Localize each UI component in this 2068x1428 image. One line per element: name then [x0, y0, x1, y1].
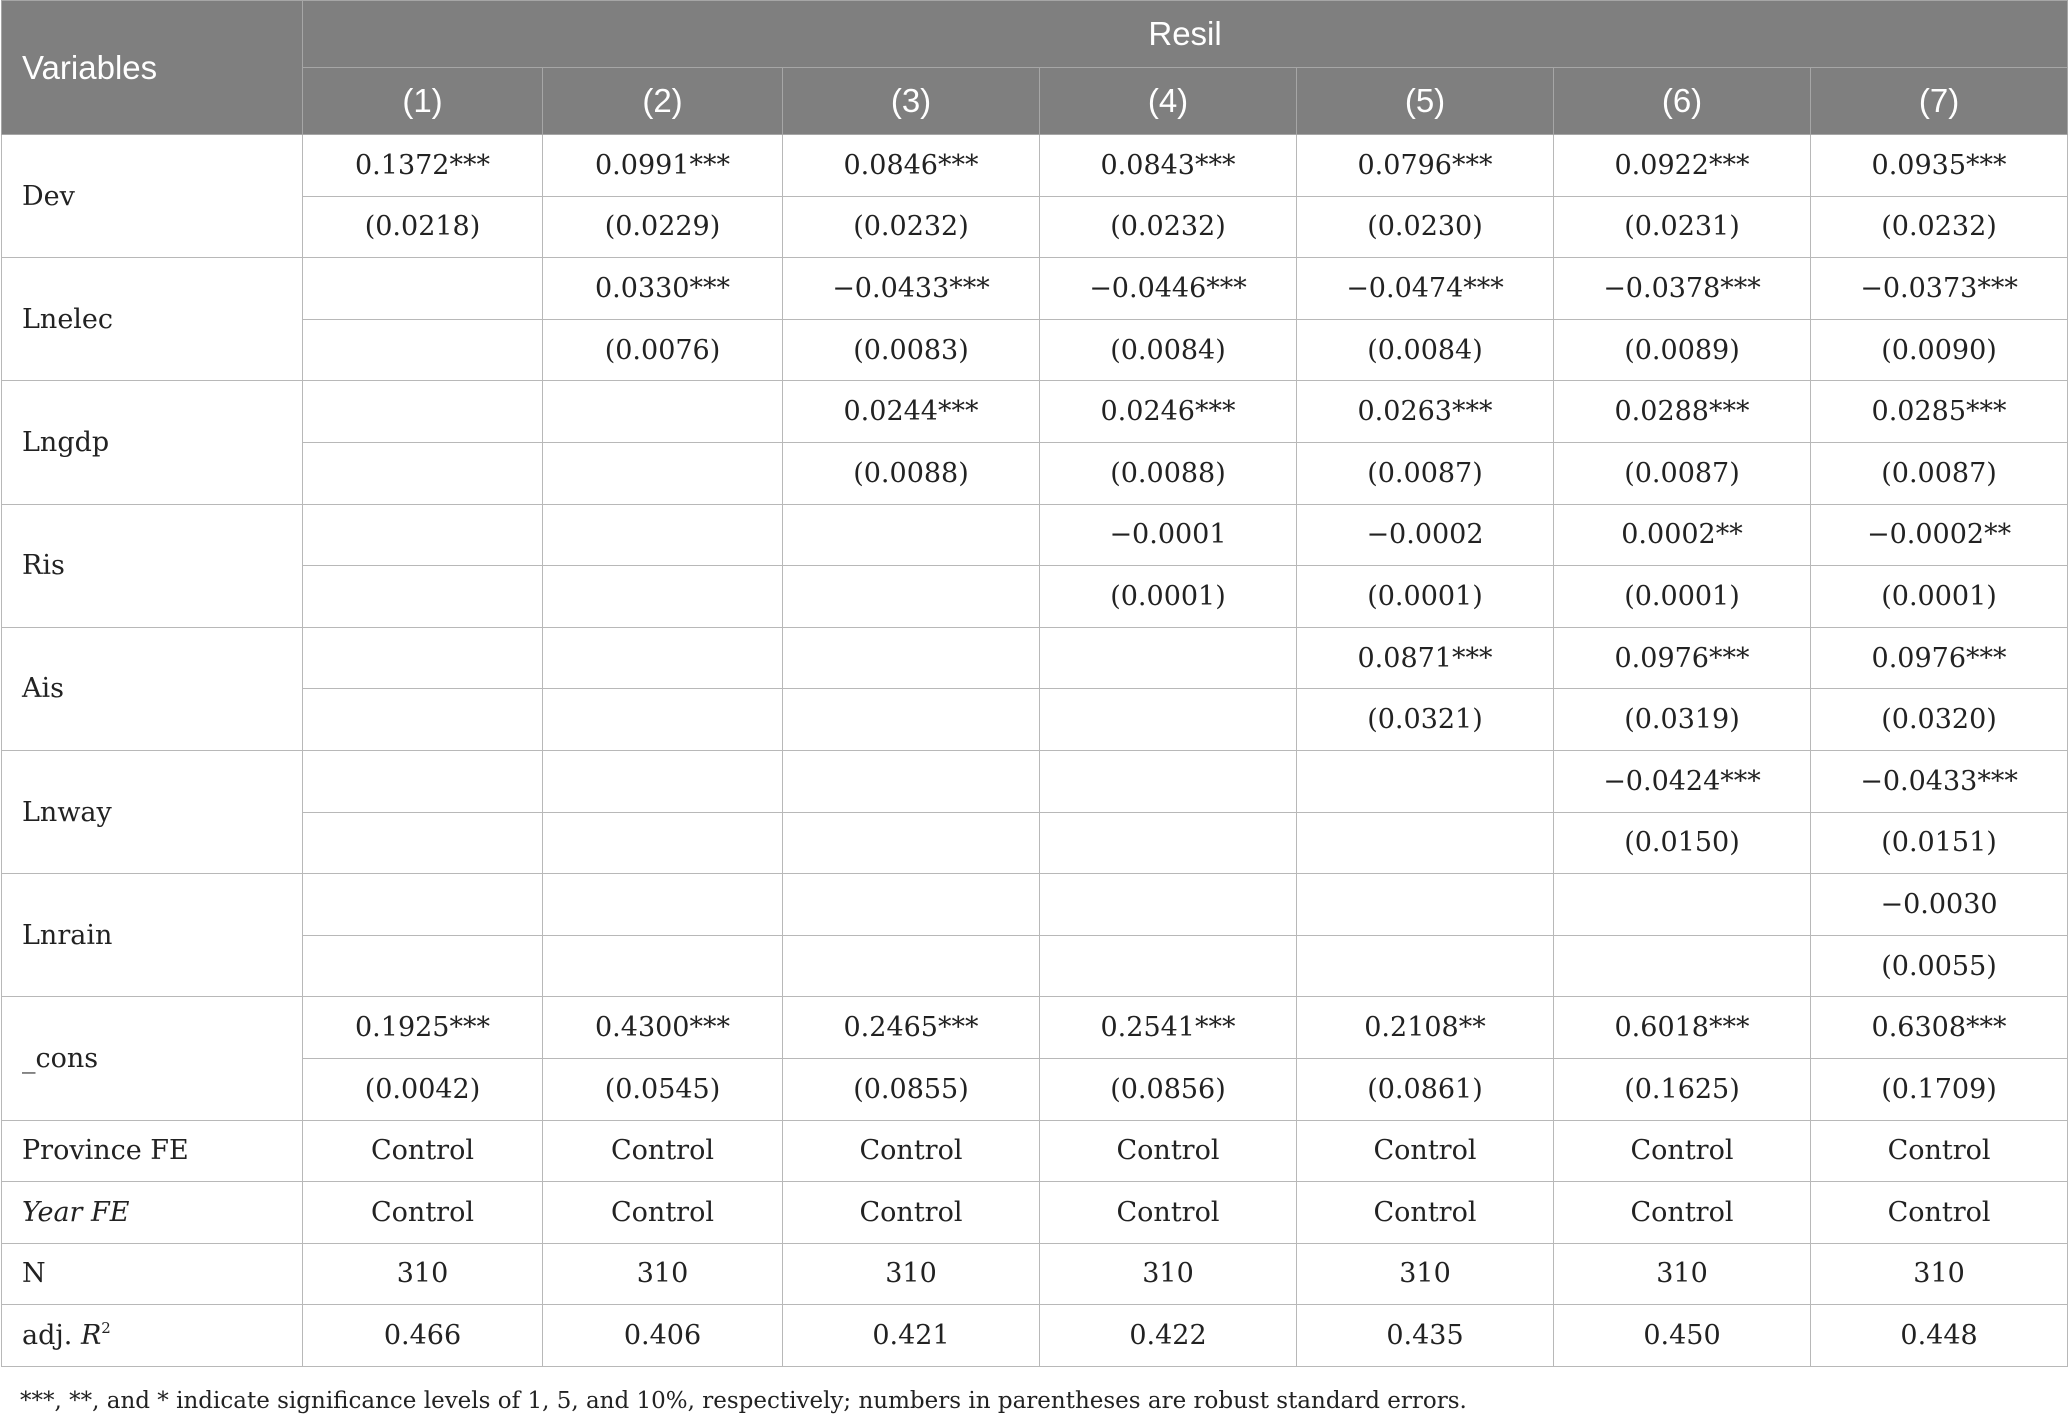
r2-cell: 0.466 — [303, 1305, 543, 1367]
coef-cell — [543, 874, 783, 936]
se-cell: (0.0087) — [1811, 442, 2068, 504]
coef-cell: 0.0846*** — [783, 135, 1040, 197]
coef-cell — [543, 504, 783, 566]
coef-cell: −0.0433*** — [1811, 750, 2068, 812]
fe-cell: Control — [1040, 1182, 1297, 1244]
se-cell: (0.0001) — [1297, 566, 1554, 628]
se-cell — [543, 689, 783, 751]
se-cell: (0.0320) — [1811, 689, 2068, 751]
coef-cell: 0.2465*** — [783, 997, 1040, 1059]
coef-cell: −0.0030 — [1811, 874, 2068, 936]
se-cell: (0.0001) — [1040, 566, 1297, 628]
se-cell: (0.0042) — [303, 1058, 543, 1120]
column-header-5: (5) — [1297, 68, 1554, 135]
coef-cell: 0.0285*** — [1811, 381, 2068, 443]
se-cell — [303, 812, 543, 874]
coef-cell — [303, 381, 543, 443]
se-cell: (0.0055) — [1811, 935, 2068, 997]
coef-cell: 0.0796*** — [1297, 135, 1554, 197]
se-cell: (0.1709) — [1811, 1058, 2068, 1120]
coef-cell: −0.0378*** — [1554, 258, 1811, 320]
row-label-ais: Ais — [2, 627, 303, 750]
se-cell — [783, 812, 1040, 874]
se-cell: (0.1625) — [1554, 1058, 1811, 1120]
se-cell: (0.0084) — [1040, 319, 1297, 381]
coef-cell — [1040, 627, 1297, 689]
fe-cell: Control — [783, 1120, 1040, 1182]
table-row-lnelec-se — [2, 319, 2068, 381]
row-label-n: N — [2, 1243, 303, 1305]
coef-cell — [303, 750, 543, 812]
se-cell — [303, 442, 543, 504]
se-cell: (0.0218) — [303, 196, 543, 258]
column-header-1: (1) — [303, 68, 543, 135]
table-row-n — [2, 1243, 2068, 1305]
se-cell: (0.0150) — [1554, 812, 1811, 874]
table-header — [2, 1, 2068, 135]
se-cell: (0.0231) — [1554, 196, 1811, 258]
n-cell: 310 — [303, 1243, 543, 1305]
fe-cell: Control — [303, 1120, 543, 1182]
coef-cell: 0.0871*** — [1297, 627, 1554, 689]
se-cell — [1297, 812, 1554, 874]
n-cell: 310 — [1811, 1243, 2068, 1305]
regression-results-table — [1, 0, 2068, 1367]
se-cell — [1040, 935, 1297, 997]
n-cell: 310 — [1297, 1243, 1554, 1305]
table-row-dev-se — [2, 196, 2068, 258]
adj-r2-superscript: 2 — [101, 1319, 111, 1338]
coef-cell: −0.0474*** — [1297, 258, 1554, 320]
se-cell: (0.0001) — [1811, 566, 2068, 628]
r2-cell: 0.448 — [1811, 1305, 2068, 1367]
fe-cell: Control — [1297, 1182, 1554, 1244]
coef-cell — [783, 750, 1040, 812]
se-cell: (0.0232) — [783, 196, 1040, 258]
n-cell: 310 — [783, 1243, 1040, 1305]
table-row-lnrain-se — [2, 935, 2068, 997]
coef-cell: 0.0246*** — [1040, 381, 1297, 443]
coef-cell: 0.6018*** — [1554, 997, 1811, 1059]
column-header-4: (4) — [1040, 68, 1297, 135]
se-cell: (0.0232) — [1811, 196, 2068, 258]
n-cell: 310 — [1040, 1243, 1297, 1305]
table-row-ais-se — [2, 689, 2068, 751]
table-row-cons-coef — [2, 997, 2068, 1059]
se-cell: (0.0545) — [543, 1058, 783, 1120]
coef-cell — [1297, 874, 1554, 936]
se-cell: (0.0855) — [783, 1058, 1040, 1120]
coef-cell — [1040, 750, 1297, 812]
se-cell: (0.0090) — [1811, 319, 2068, 381]
coef-cell: 0.0002** — [1554, 504, 1811, 566]
table-row-province-fe — [2, 1120, 2068, 1182]
coef-cell: 0.0922*** — [1554, 135, 1811, 197]
se-cell — [303, 566, 543, 628]
row-label-dev: Dev — [2, 135, 303, 258]
se-cell — [303, 689, 543, 751]
coef-cell: 0.6308*** — [1811, 997, 2068, 1059]
se-cell: (0.0229) — [543, 196, 783, 258]
row-label-year-fe: Year FE — [2, 1182, 303, 1244]
coef-cell: −0.0433*** — [783, 258, 1040, 320]
coef-cell: 0.0976*** — [1811, 627, 2068, 689]
coef-cell — [303, 258, 543, 320]
se-cell: (0.0232) — [1040, 196, 1297, 258]
adj-r2-symbol: R — [80, 1320, 102, 1352]
se-cell: (0.0089) — [1554, 319, 1811, 381]
se-cell: (0.0084) — [1297, 319, 1554, 381]
row-label-lnelec: Lnelec — [2, 258, 303, 381]
se-cell: (0.0319) — [1554, 689, 1811, 751]
column-header-7: (7) — [1811, 68, 2068, 135]
coef-cell: −0.0002** — [1811, 504, 2068, 566]
coef-cell — [1554, 874, 1811, 936]
row-label-ris: Ris — [2, 504, 303, 627]
row-label-lnway: Lnway — [2, 750, 303, 873]
se-cell: (0.0087) — [1554, 442, 1811, 504]
se-cell — [783, 689, 1040, 751]
adj-r2-label — [22, 1320, 111, 1351]
n-cell: 310 — [1554, 1243, 1811, 1305]
fe-cell: Control — [543, 1120, 783, 1182]
column-header-3: (3) — [783, 68, 1040, 135]
r2-cell: 0.421 — [783, 1305, 1040, 1367]
table-row-lnway-coef — [2, 750, 2068, 812]
se-cell: (0.0151) — [1811, 812, 2068, 874]
fe-cell: Control — [783, 1182, 1040, 1244]
fe-cell: Control — [1811, 1120, 2068, 1182]
coef-cell: 0.1925*** — [303, 997, 543, 1059]
coef-cell: 0.4300*** — [543, 997, 783, 1059]
table-row-ris-coef — [2, 504, 2068, 566]
table-row-ais-coef — [2, 627, 2068, 689]
table-row-cons-se — [2, 1058, 2068, 1120]
table-row-dev-coef — [2, 135, 2068, 197]
r2-cell: 0.435 — [1297, 1305, 1554, 1367]
coef-cell: −0.0424*** — [1554, 750, 1811, 812]
header-row-group — [2, 1, 2068, 68]
variables-header: Variables — [2, 1, 303, 135]
fe-cell: Control — [1554, 1120, 1811, 1182]
coef-cell: 0.0263*** — [1297, 381, 1554, 443]
fe-cell: Control — [1297, 1120, 1554, 1182]
coef-cell — [303, 874, 543, 936]
coef-cell: 0.0935*** — [1811, 135, 2068, 197]
se-cell: (0.0076) — [543, 319, 783, 381]
coef-cell: −0.0002 — [1297, 504, 1554, 566]
se-cell — [543, 566, 783, 628]
r2-cell: 0.406 — [543, 1305, 783, 1367]
coef-cell: 0.0843*** — [1040, 135, 1297, 197]
row-label-lnrain: Lnrain — [2, 874, 303, 997]
fe-cell: Control — [303, 1182, 543, 1244]
se-cell — [783, 935, 1040, 997]
coef-cell — [1040, 874, 1297, 936]
coef-cell: −0.0001 — [1040, 504, 1297, 566]
coef-cell: 0.0288*** — [1554, 381, 1811, 443]
coef-cell: −0.0373*** — [1811, 258, 2068, 320]
coef-cell: 0.2541*** — [1040, 997, 1297, 1059]
row-label-province-fe: Province FE — [2, 1120, 303, 1182]
se-cell: (0.0088) — [783, 442, 1040, 504]
se-cell — [543, 935, 783, 997]
coef-cell — [303, 627, 543, 689]
fe-cell: Control — [543, 1182, 783, 1244]
coef-cell — [303, 504, 543, 566]
adj-r2-prefix: adj. — [22, 1320, 73, 1352]
table-row-lnway-se — [2, 812, 2068, 874]
dependent-variable-header: Resil — [303, 1, 2068, 68]
column-header-2: (2) — [543, 68, 783, 135]
coef-cell: 0.0976*** — [1554, 627, 1811, 689]
se-cell: (0.0861) — [1297, 1058, 1554, 1120]
coef-cell: 0.2108** — [1297, 997, 1554, 1059]
table-row-lnrain-coef — [2, 874, 2068, 936]
se-cell — [1554, 935, 1811, 997]
column-header-6: (6) — [1554, 68, 1811, 135]
se-cell — [1297, 935, 1554, 997]
fe-cell: Control — [1554, 1182, 1811, 1244]
se-cell — [543, 812, 783, 874]
se-cell: (0.0321) — [1297, 689, 1554, 751]
se-cell: (0.0230) — [1297, 196, 1554, 258]
se-cell — [303, 319, 543, 381]
row-label-adj-r2 — [2, 1305, 303, 1367]
se-cell: (0.0083) — [783, 319, 1040, 381]
se-cell: (0.0856) — [1040, 1058, 1297, 1120]
table-row-lnelec-coef — [2, 258, 2068, 320]
coef-cell: 0.0991*** — [543, 135, 783, 197]
table-row-year-fe — [2, 1182, 2068, 1244]
coef-cell: 0.0330*** — [543, 258, 783, 320]
row-label-lngdp: Lngdp — [2, 381, 303, 504]
table-footnote: ***, **, and * indicate significance levels of 1, 5, and 10%, respectively; numbers in parentheses are robust standard errors. — [20, 1388, 1467, 1414]
coef-cell: −0.0446*** — [1040, 258, 1297, 320]
se-cell — [1040, 689, 1297, 751]
coef-cell — [543, 750, 783, 812]
se-cell: (0.0001) — [1554, 566, 1811, 628]
se-cell: (0.0088) — [1040, 442, 1297, 504]
table-row-lngdp-coef — [2, 381, 2068, 443]
r2-cell: 0.450 — [1554, 1305, 1811, 1367]
coef-cell — [783, 874, 1040, 936]
table-row-lngdp-se — [2, 442, 2068, 504]
coef-cell — [1297, 750, 1554, 812]
coef-cell — [783, 504, 1040, 566]
se-cell: (0.0087) — [1297, 442, 1554, 504]
fe-cell: Control — [1811, 1182, 2068, 1244]
n-cell: 310 — [543, 1243, 783, 1305]
table-body — [2, 135, 2068, 1367]
fe-cell: Control — [1040, 1120, 1297, 1182]
se-cell — [1040, 812, 1297, 874]
coef-cell — [543, 627, 783, 689]
header-row-columns — [2, 68, 2068, 135]
coef-cell — [783, 627, 1040, 689]
coef-cell: 0.0244*** — [783, 381, 1040, 443]
se-cell — [783, 566, 1040, 628]
table-row-ris-se — [2, 566, 2068, 628]
table-row-adj-r2 — [2, 1305, 2068, 1367]
r2-cell: 0.422 — [1040, 1305, 1297, 1367]
se-cell — [303, 935, 543, 997]
row-label-cons: _cons — [2, 997, 303, 1120]
coef-cell — [543, 381, 783, 443]
se-cell — [543, 442, 783, 504]
coef-cell: 0.1372*** — [303, 135, 543, 197]
